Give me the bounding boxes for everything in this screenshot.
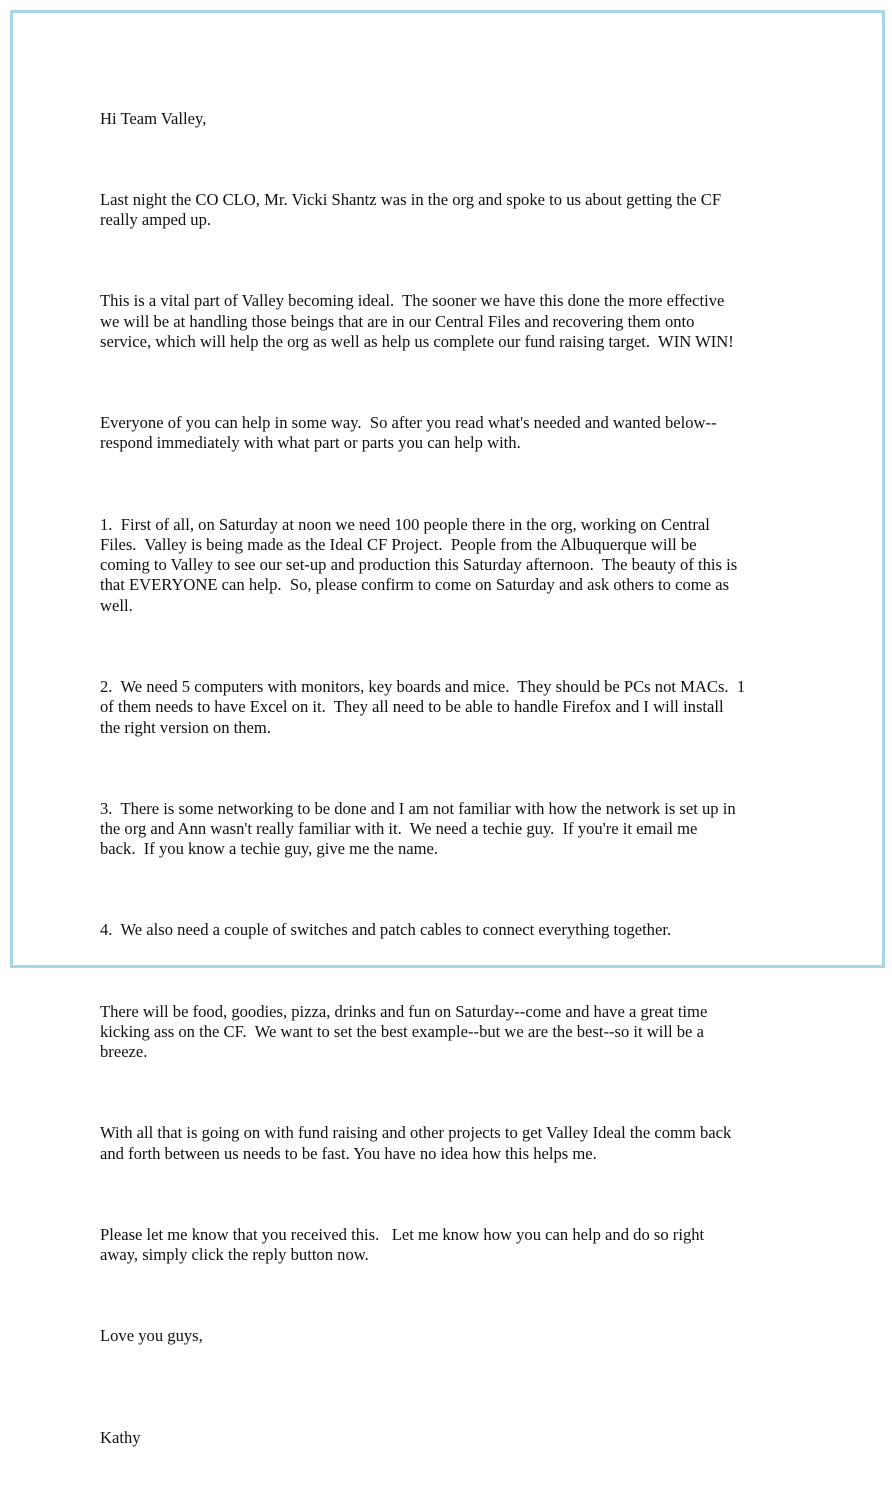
letter-paragraph: 3. There is some networking to be done and I am not familiar with how the network is set up in the org and Ann wasn't really familiar with it. We need a techie guy. If you're it email me back. If you know a techie guy, give me the name. bbox=[100, 798, 736, 859]
letter-paragraph: Please let me know that you received this. Let me know how you can help and do so right away, simply click the reply button now. bbox=[100, 1224, 705, 1265]
letter-body bbox=[100, 68, 800, 1489]
letter-paragraph: This is a vital part of Valley becoming ideal. The sooner we have this done the more effective we will be at handling those beings that are in our Central Files and recovering them onto service, which will help the org as well as help us complete our fund raising target. WIN WIN! bbox=[100, 291, 734, 351]
letter-paragraph: 2. We need 5 computers with monitors, key boards and mice. They should be PCs not MACs. 1 of them needs to have Excel on it. They all need to be able to handle Firefox and I will install the right version on them. bbox=[100, 676, 746, 737]
letter-paragraph: Everyone of you can help in some way. So after you read what's needed and wanted below-- respond immediately with what part or parts you can help with. bbox=[100, 413, 717, 453]
letter-greeting: Hi Team Valley, bbox=[100, 108, 207, 128]
letter-signature: Kathy bbox=[100, 1427, 141, 1447]
letter-paragraph: There will be food, goodies, pizza, drinks and fun on Saturday--come and have a great time kicking ass on the CF. We want to set the best example--but we are the best--so it will be a breeze. bbox=[100, 1001, 708, 1062]
letter-paragraph: With all that is going on with fund raising and other projects to get Valley Ideal the comm back and forth between us needs to be fast. You have no idea how this helps me. bbox=[100, 1123, 732, 1163]
letter-signoff: Love you guys, bbox=[100, 1326, 203, 1346]
document-frame bbox=[10, 10, 885, 1447]
letter-paragraph: Last night the CO CLO, Mr. Vicki Shantz was in the org and spoke to us about getting the CF really amped up. bbox=[100, 189, 722, 230]
letter-paragraph: 1. First of all, on Saturday at noon we need 100 people there in the org, working on Central Files. Valley is being made as the Ideal CF Project. People from the Albuquerque will be coming to Valley to see our set-up and production this Saturday afternoon. The beauty of this is that EVERYONE can help. So, please confirm to come on Saturday and ask others to come as well. bbox=[100, 514, 738, 615]
letter-paragraph: 4. We also need a couple of switches and patch cables to connect everything together. bbox=[100, 920, 672, 940]
